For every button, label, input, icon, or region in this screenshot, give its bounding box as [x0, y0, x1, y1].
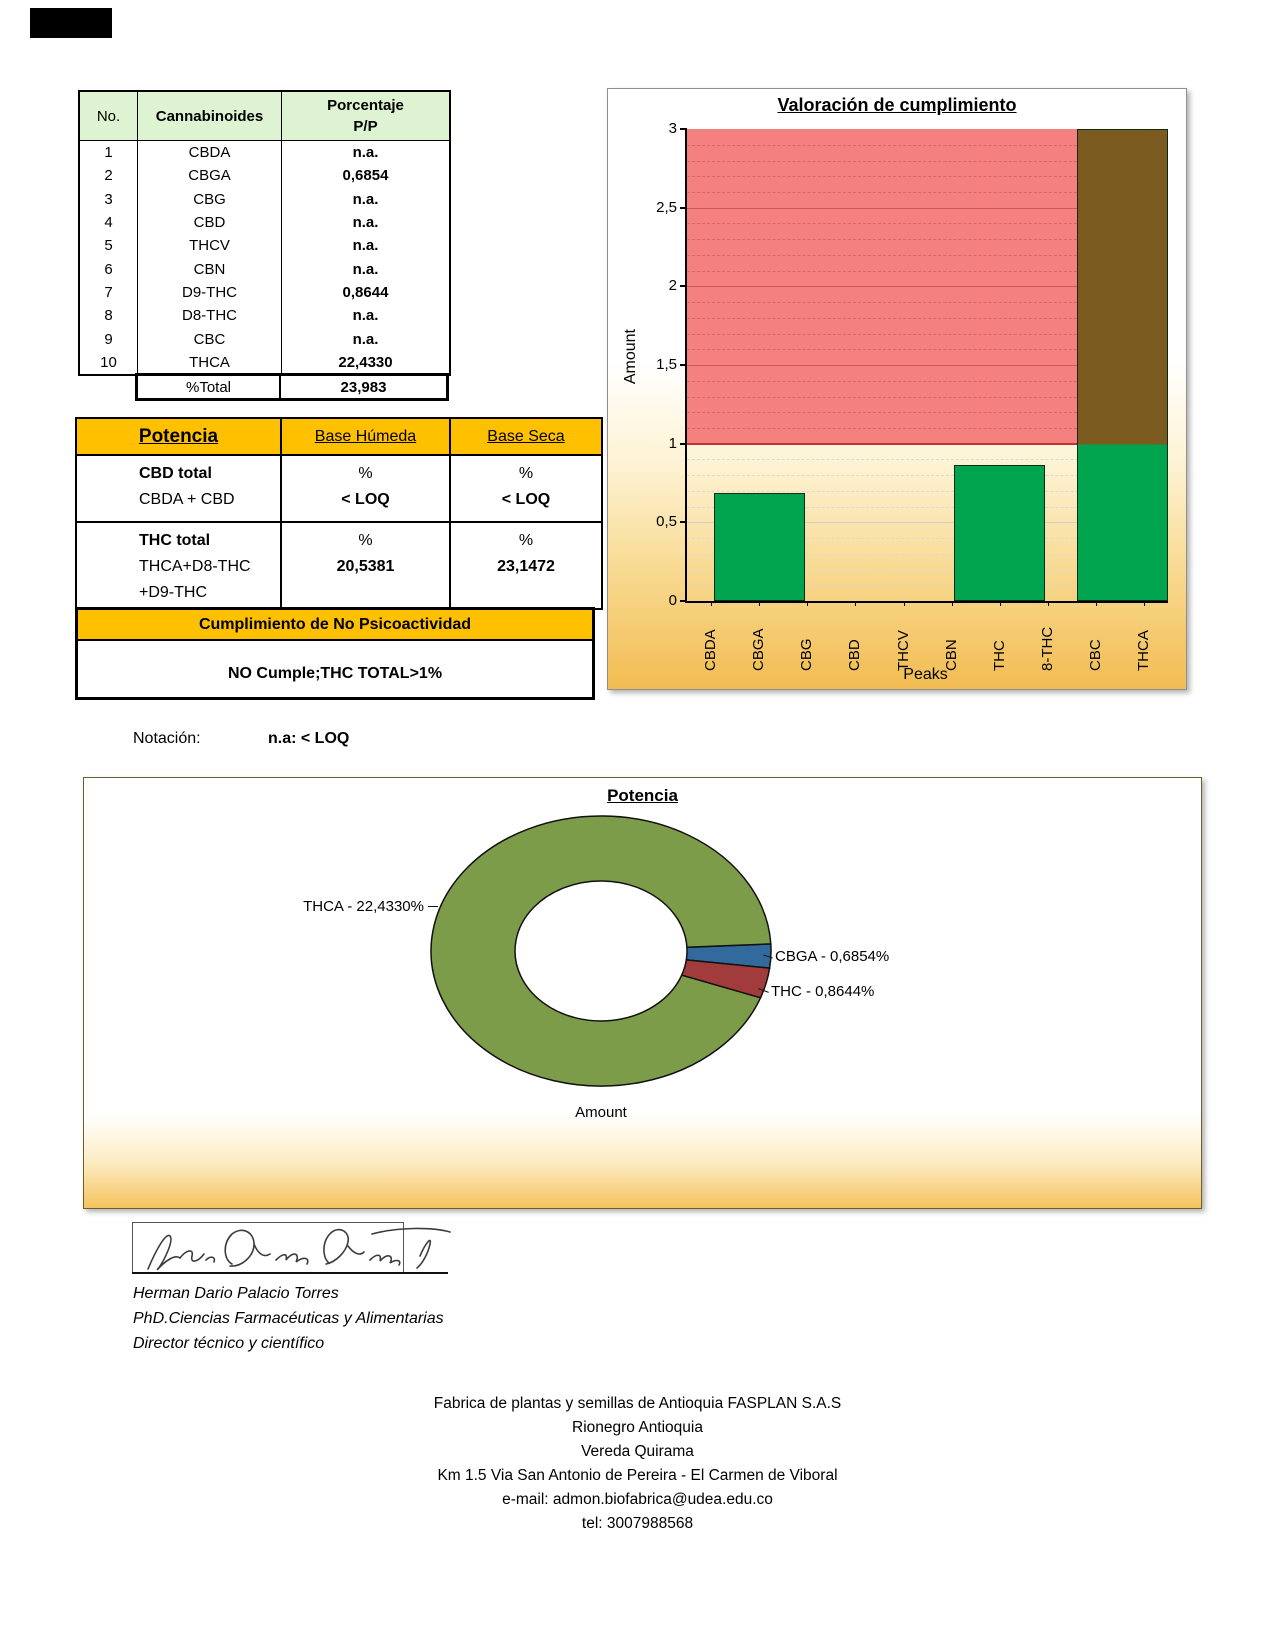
- label-thca: THCA - 22,4330%: [303, 898, 424, 915]
- potencia-table: [75, 417, 603, 610]
- total-row: [135, 373, 449, 401]
- cannabinoid-tbody: [79, 141, 450, 375]
- table-cell: CBG: [138, 188, 282, 211]
- table-row: [79, 211, 450, 234]
- col-header-pct: [282, 91, 451, 141]
- gridline: [687, 271, 1077, 272]
- x-tick: [904, 601, 905, 606]
- y-tick: [680, 364, 687, 366]
- table-row: [79, 304, 450, 327]
- table-cell: 6: [79, 257, 138, 280]
- x-tick-label: THCA: [1134, 630, 1152, 671]
- x-tick-label: CBC: [1086, 639, 1104, 671]
- table-cell: 3: [79, 188, 138, 211]
- footer-line: Km 1.5 Via San Antonio de Pereira - El Carmen de Viboral: [437, 1467, 838, 1484]
- y-tick: [680, 285, 687, 287]
- gridline: [687, 161, 1077, 162]
- table-cell: 22,4330: [338, 353, 393, 371]
- cumplimiento-title: Cumplimiento de No Psicoactividad: [78, 610, 592, 641]
- table-cell: 0,8644: [342, 283, 389, 301]
- potencia-title: Potencia: [76, 418, 281, 455]
- signature-icon: [136, 1220, 456, 1280]
- table-row: [79, 281, 450, 304]
- cbd-total-label: CBD total: [139, 465, 212, 482]
- potencia-col-dry: Base Seca: [450, 418, 602, 455]
- cumplimiento-result: NO Cumple;THC TOTAL>1%: [227, 665, 443, 682]
- cbd-dry-unit: %: [518, 465, 534, 482]
- table-row: [79, 188, 450, 211]
- gridline: [687, 239, 1077, 240]
- bar-chart-title: Valoración de cumplimiento: [777, 95, 1017, 115]
- y-tick-label: 2: [668, 277, 677, 295]
- gridline: [687, 208, 1077, 209]
- y-tick-label: 0,5: [656, 513, 677, 531]
- x-tick: [952, 601, 953, 606]
- table-cell: 7: [79, 281, 138, 304]
- table-cell: n.a.: [352, 144, 379, 162]
- table-cell: D9-THC: [138, 281, 282, 304]
- table-cell: n.a.: [352, 190, 379, 208]
- y-tick-label: 1,5: [656, 356, 677, 373]
- bar-CBGA: [714, 493, 805, 601]
- cannabinoid-table: [78, 90, 451, 376]
- x-tick-label: THCV: [894, 630, 912, 671]
- potencia-header-row: [76, 418, 602, 455]
- y-tick-label: 0: [668, 592, 677, 609]
- table-cell: n.a.: [352, 260, 379, 278]
- table-cell: CBD: [138, 211, 282, 234]
- x-tick: [855, 601, 856, 606]
- x-tick: [711, 601, 712, 606]
- table-cell: n.a.: [352, 330, 379, 348]
- x-tick: [1048, 601, 1049, 606]
- gridline: [687, 428, 1077, 429]
- leader-thca: [428, 906, 438, 907]
- notacion-label: Notación:: [133, 730, 201, 747]
- table-cell: n.a.: [352, 237, 379, 255]
- table-header-row: [79, 91, 450, 141]
- gridline: [687, 365, 1077, 366]
- x-tick-label: CBG: [798, 638, 816, 671]
- thc-dry-unit: %: [518, 532, 534, 549]
- gridline: [687, 318, 1077, 319]
- table-row: [79, 327, 450, 350]
- y-tick: [680, 600, 687, 602]
- cbd-wet-value: < LOQ: [341, 491, 390, 508]
- gridline: [687, 255, 1077, 256]
- table-cell: 0,6854: [342, 167, 389, 185]
- gridline: [687, 302, 1077, 303]
- cbd-wet-unit: %: [358, 465, 373, 482]
- table-cell: 10: [79, 351, 138, 375]
- gridline: [687, 145, 1077, 146]
- y-tick-label: 2,5: [656, 198, 677, 216]
- thc-formula-1: THCA+D8-THC: [139, 558, 251, 575]
- bar-plot: [656, 120, 1168, 671]
- y-tick-label: 3: [668, 120, 677, 137]
- gridline: [687, 381, 1077, 382]
- signatory-name: Herman Dario Palacio Torres: [133, 1285, 339, 1302]
- donut-title: Potencia: [607, 786, 678, 805]
- thc-wet-unit: %: [358, 532, 373, 549]
- gridline: [687, 286, 1077, 287]
- signatory-degree: PhD.Ciencias Farmacéuticas y Alimentarias: [133, 1310, 444, 1327]
- footer-line: tel: 3007988568: [581, 1515, 694, 1532]
- y-tick: [680, 443, 687, 445]
- gridline: [687, 176, 1077, 177]
- donut-svg: [84, 778, 1199, 1206]
- col-header-no: No.: [79, 91, 138, 141]
- table-cell: 1: [79, 141, 138, 165]
- cbd-dry-value: < LOQ: [501, 491, 551, 508]
- table-cell: n.a.: [352, 307, 379, 325]
- cbd-formula: CBDA + CBD: [139, 491, 235, 508]
- y-tick: [680, 207, 687, 209]
- total-value: 23,983: [340, 378, 387, 396]
- x-tick: [1000, 601, 1001, 606]
- table-cell: 9: [79, 327, 138, 350]
- x-tick-label: 8-THC: [1038, 626, 1056, 671]
- potencia-row-cbd: [76, 455, 602, 522]
- bar-THC: [954, 465, 1045, 601]
- footer-contact-block: [0, 1392, 1275, 1536]
- x-tick-label: CBD: [846, 639, 864, 671]
- table-row: [79, 351, 450, 375]
- total-label: %Total: [137, 375, 281, 400]
- x-tick-label: CBGA: [750, 628, 768, 671]
- gridline: [687, 223, 1077, 224]
- bar-THCA: [1077, 129, 1168, 601]
- thc-dry-value: 23,1472: [497, 558, 555, 575]
- table-row: [79, 164, 450, 187]
- label-thc: THC - 0,8644%: [771, 983, 875, 1000]
- footer-line: Vereda Quirama: [581, 1443, 694, 1460]
- table-cell: CBN: [138, 257, 282, 280]
- table-cell: THCA: [138, 351, 282, 375]
- table-cell: 4: [79, 211, 138, 234]
- table-row: [79, 141, 450, 165]
- table-cell: CBC: [138, 327, 282, 350]
- table-cell: CBGA: [138, 164, 282, 187]
- col-header-pct-line2: P/P: [353, 118, 378, 135]
- table-cell: 5: [79, 234, 138, 257]
- y-tick: [680, 521, 687, 523]
- table-cell: 2: [79, 164, 138, 187]
- table-cell: n.a.: [352, 214, 379, 232]
- thc-total-label: THC total: [139, 532, 211, 549]
- signatory-role: Director técnico y científico: [133, 1335, 325, 1352]
- gridline: [687, 349, 1077, 350]
- footer-line: e-mail: admon.biofabrica@udea.edu.co: [502, 1491, 773, 1508]
- label-cbga: CBGA - 0,6854%: [775, 948, 890, 965]
- table-row: [79, 257, 450, 280]
- potencia-col-wet: Base Húmeda: [281, 418, 450, 455]
- gridline: [687, 397, 1077, 398]
- footer-line: Rionegro Antioquia: [572, 1419, 703, 1436]
- table-cell: D8-THC: [138, 304, 282, 327]
- signatory-block: [133, 1281, 444, 1356]
- x-tick-label: CBN: [942, 639, 960, 671]
- x-tick: [1144, 601, 1145, 606]
- y-tick: [680, 128, 687, 130]
- table-cell: CBDA: [138, 141, 282, 165]
- potencia-donut-chart: [83, 777, 1202, 1209]
- table-cell: 8: [79, 304, 138, 327]
- donut-caption: Amount: [575, 1104, 627, 1121]
- col-header-pct-line1: Porcentaje: [327, 97, 404, 114]
- x-axis-title: Peaks: [903, 666, 948, 683]
- x-tick: [1096, 601, 1097, 606]
- gridline: [687, 192, 1077, 193]
- notacion-value: n.a: < LOQ: [268, 730, 350, 747]
- col-header-name: Cannabinoides: [138, 91, 282, 141]
- y-axis-title: Amount: [622, 329, 639, 385]
- y-tick-label: 1: [668, 434, 677, 452]
- threshold-zone: [687, 129, 1077, 444]
- x-tick: [759, 601, 760, 606]
- x-tick-label: THC: [990, 640, 1008, 671]
- x-tick-label: CBDA: [702, 629, 720, 671]
- thc-formula-2: +D9-THC: [139, 584, 208, 601]
- table-row: [79, 234, 450, 257]
- potencia-row-thc: [76, 522, 602, 609]
- x-tick: [807, 601, 808, 606]
- gridline: [687, 412, 1077, 413]
- cumplimiento-box: [75, 607, 595, 700]
- gridline: [687, 334, 1077, 335]
- compliance-bar-chart: [607, 88, 1187, 690]
- table-cell: THCV: [138, 234, 282, 257]
- corner-mark: [30, 8, 112, 38]
- thc-wet-value: 20,5381: [336, 558, 395, 575]
- footer-line: Fabrica de plantas y semillas de Antioquia FASPLAN S.A.S: [433, 1395, 842, 1412]
